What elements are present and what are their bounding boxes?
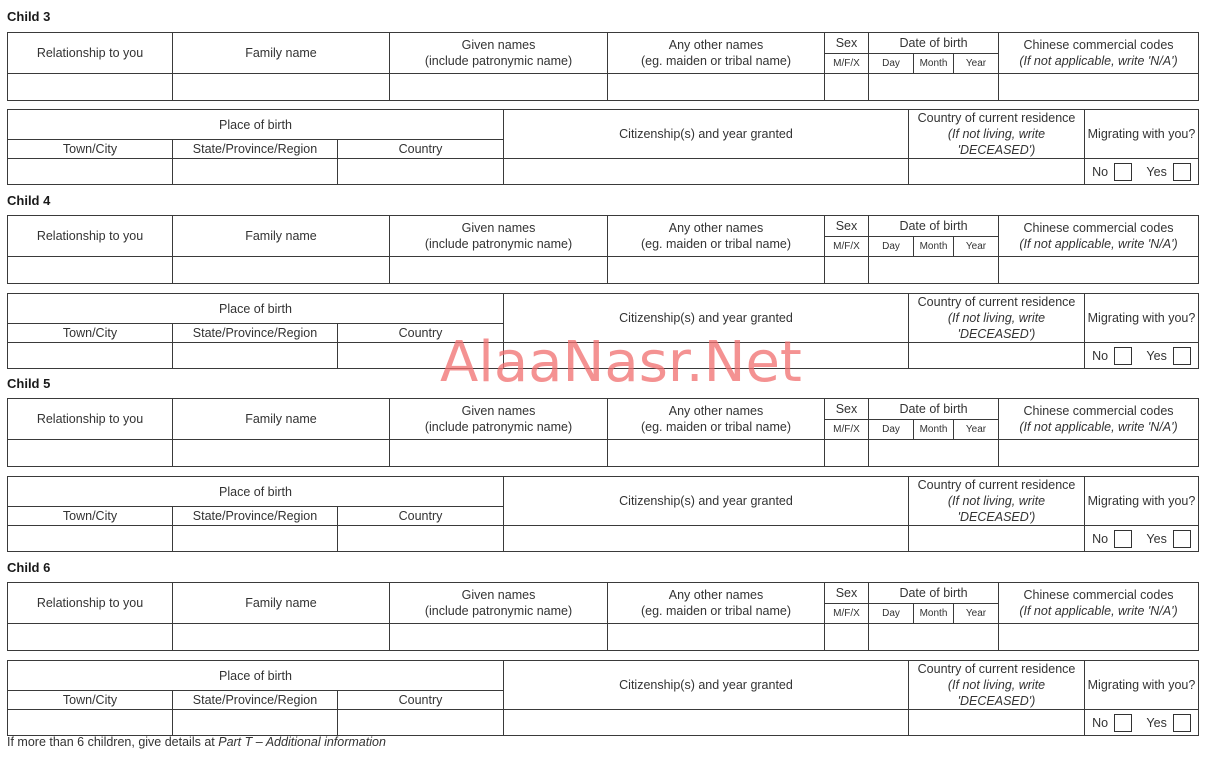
dob-input[interactable] [869,257,999,284]
migrating-header: Migrating with you? [1085,661,1199,710]
other-names-label: Any other names [668,38,764,52]
given-names-header [390,399,608,440]
ccc-header [999,33,1199,74]
relationship-header: Relationship to you [8,399,173,440]
given-names-header [390,216,608,257]
ccc-input[interactable] [999,440,1199,467]
other-names-sublabel: (eg. maiden or tribal name) [640,420,792,434]
country-header: Country [338,507,504,526]
given-names-input[interactable] [390,624,608,651]
place-of-birth-header: Place of birth [8,477,504,507]
dob-input[interactable] [869,624,999,651]
migrating-yes-checkbox[interactable] [1173,530,1191,548]
citizenship-input[interactable] [504,710,909,736]
citizenship-header: Citizenship(s) and year granted [504,294,909,343]
dob-month-header: Month [914,604,954,624]
dob-year-header: Year [954,420,999,440]
sex-subheader: M/F/X [825,54,869,74]
country-header: Country [338,324,504,343]
ccc-input[interactable] [999,257,1199,284]
child-3-heading: Child 3 [7,9,51,24]
place-of-birth-header: Place of birth [8,110,504,140]
given-names-header [390,583,608,624]
no-label: No [1092,348,1109,363]
state-region-input[interactable] [173,710,338,736]
given-names-input[interactable] [390,74,608,101]
migrating-no-checkbox[interactable] [1114,347,1132,365]
given-names-sublabel: (include patronymic name) [424,237,573,251]
ccc-sublabel: (If not applicable, write 'N/A') [1019,237,1178,251]
town-city-header: Town/City [8,140,173,159]
relationship-input[interactable] [8,624,173,651]
child-5-birth-table [7,476,1199,552]
state-region-input[interactable] [173,343,338,369]
town-city-input[interactable] [8,710,173,736]
state-region-header: State/Province/Region [173,691,338,710]
citizenship-input[interactable] [504,343,909,369]
ccc-label: Chinese commercial codes [1023,588,1174,602]
sex-subheader: M/F/X [825,237,869,257]
child-4-heading: Child 4 [7,193,51,208]
citizenship-input[interactable] [504,526,909,552]
place-of-birth-header: Place of birth [8,294,504,324]
migrating-options [1085,159,1199,185]
town-city-input[interactable] [8,343,173,369]
footer-note-reference: Part T – Additional information [218,735,386,749]
other-names-sublabel: (eg. maiden or tribal name) [640,237,792,251]
migrating-yes-checkbox[interactable] [1173,714,1191,732]
dob-day-header: Day [869,420,914,440]
other-names-input[interactable] [608,440,825,467]
sex-input[interactable] [825,74,869,101]
sex-input[interactable] [825,257,869,284]
family-name-header: Family name [173,583,390,624]
residence-sublabel: (If not living, write 'DECEASED') [947,311,1046,341]
given-names-sublabel: (include patronymic name) [424,420,573,434]
ccc-label: Chinese commercial codes [1023,221,1174,235]
no-label: No [1092,715,1109,730]
sex-header: Sex [825,33,869,54]
ccc-label: Chinese commercial codes [1023,404,1174,418]
given-names-header [390,33,608,74]
state-region-header: State/Province/Region [173,140,338,159]
ccc-sublabel: (If not applicable, write 'N/A') [1019,604,1178,618]
other-names-sublabel: (eg. maiden or tribal name) [640,54,792,68]
state-region-header: State/Province/Region [173,507,338,526]
dob-month-header: Month [914,54,954,74]
other-names-header [608,33,825,74]
migrating-yes-checkbox[interactable] [1173,163,1191,181]
town-city-header: Town/City [8,691,173,710]
residence-input[interactable] [909,343,1085,369]
given-names-label: Given names [461,404,536,418]
sex-subheader: M/F/X [825,604,869,624]
given-names-label: Given names [461,38,536,52]
residence-sublabel: (If not living, write 'DECEASED') [947,678,1046,708]
child-6-birth-table [7,660,1199,736]
residence-header [909,110,1085,159]
other-names-header [608,216,825,257]
citizenship-header: Citizenship(s) and year granted [504,477,909,526]
yes-label: Yes [1146,715,1167,730]
dob-year-header: Year [954,237,999,257]
migrating-yes-checkbox[interactable] [1173,347,1191,365]
relationship-header: Relationship to you [8,583,173,624]
ccc-label: Chinese commercial codes [1023,38,1174,52]
residence-sublabel: (If not living, write 'DECEASED') [947,127,1046,157]
dob-header: Date of birth [869,216,999,237]
sex-header: Sex [825,216,869,237]
residence-label: Country of current residence [917,662,1076,676]
other-names-label: Any other names [668,588,764,602]
relationship-header: Relationship to you [8,216,173,257]
residence-header [909,294,1085,343]
other-names-input[interactable] [608,257,825,284]
other-names-sublabel: (eg. maiden or tribal name) [640,604,792,618]
child-5-details-table [7,398,1199,467]
citizenship-input[interactable] [504,159,909,185]
sex-header: Sex [825,399,869,420]
dob-day-header: Day [869,237,914,257]
town-city-header: Town/City [8,324,173,343]
ccc-header [999,216,1199,257]
country-input[interactable] [338,343,504,369]
dob-month-header: Month [914,420,954,440]
other-names-label: Any other names [668,404,764,418]
residence-label: Country of current residence [917,111,1076,125]
town-city-input[interactable] [8,159,173,185]
given-names-label: Given names [461,221,536,235]
migrating-options [1085,343,1199,369]
residence-label: Country of current residence [917,478,1076,492]
ccc-input[interactable] [999,74,1199,101]
migrating-header: Migrating with you? [1085,110,1199,159]
dob-header: Date of birth [869,33,999,54]
residence-input[interactable] [909,526,1085,552]
family-name-input[interactable] [173,440,390,467]
sex-subheader: M/F/X [825,420,869,440]
sex-header: Sex [825,583,869,604]
sex-input[interactable] [825,624,869,651]
family-name-header: Family name [173,399,390,440]
child-4-details-table [7,215,1199,284]
footer-note-text: If more than 6 children, give details at [7,735,219,749]
other-names-header [608,583,825,624]
child-6-heading: Child 6 [7,560,51,575]
country-input[interactable] [338,159,504,185]
ccc-header [999,399,1199,440]
dob-header: Date of birth [869,583,999,604]
relationship-input[interactable] [8,74,173,101]
given-names-input[interactable] [390,440,608,467]
dob-input[interactable] [869,440,999,467]
dob-header: Date of birth [869,399,999,420]
child-6-details-table [7,582,1199,651]
migrating-options [1085,526,1199,552]
ccc-sublabel: (If not applicable, write 'N/A') [1019,420,1178,434]
country-input[interactable] [338,526,504,552]
state-region-header: State/Province/Region [173,324,338,343]
dob-input[interactable] [869,74,999,101]
no-label: No [1092,164,1109,179]
place-of-birth-header: Place of birth [8,661,504,691]
residence-input[interactable] [909,159,1085,185]
yes-label: Yes [1146,531,1167,546]
family-name-header: Family name [173,33,390,74]
residence-input[interactable] [909,710,1085,736]
ccc-sublabel: (If not applicable, write 'N/A') [1019,54,1178,68]
dob-day-header: Day [869,54,914,74]
migrating-no-checkbox[interactable] [1114,163,1132,181]
yes-label: Yes [1146,164,1167,179]
child-5-heading: Child 5 [7,376,51,391]
ccc-header [999,583,1199,624]
watermark: AlaaNasr.Net [440,330,802,395]
given-names-input[interactable] [390,257,608,284]
relationship-input[interactable] [8,257,173,284]
child-3-birth-table [7,109,1199,185]
footer-note [7,735,386,749]
citizenship-header: Citizenship(s) and year granted [504,110,909,159]
dob-year-header: Year [954,54,999,74]
country-input[interactable] [338,710,504,736]
town-city-input[interactable] [8,526,173,552]
migrating-header: Migrating with you? [1085,294,1199,343]
given-names-sublabel: (include patronymic name) [424,604,573,618]
dob-year-header: Year [954,604,999,624]
family-name-header: Family name [173,216,390,257]
given-names-label: Given names [461,588,536,602]
migrating-no-checkbox[interactable] [1114,714,1132,732]
state-region-input[interactable] [173,526,338,552]
other-names-header [608,399,825,440]
country-header: Country [338,691,504,710]
child-4-birth-table [7,293,1199,369]
citizenship-header: Citizenship(s) and year granted [504,661,909,710]
other-names-label: Any other names [668,221,764,235]
relationship-input[interactable] [8,440,173,467]
dob-day-header: Day [869,604,914,624]
other-names-input[interactable] [608,624,825,651]
ccc-input[interactable] [999,624,1199,651]
family-name-input[interactable] [173,257,390,284]
residence-header [909,661,1085,710]
sex-input[interactable] [825,440,869,467]
family-name-input[interactable] [173,624,390,651]
given-names-sublabel: (include patronymic name) [424,54,573,68]
migrating-options [1085,710,1199,736]
child-3-details-table [7,32,1199,101]
no-label: No [1092,531,1109,546]
relationship-header: Relationship to you [8,33,173,74]
other-names-input[interactable] [608,74,825,101]
residence-sublabel: (If not living, write 'DECEASED') [947,494,1046,524]
migrating-header: Migrating with you? [1085,477,1199,526]
residence-header [909,477,1085,526]
family-name-input[interactable] [173,74,390,101]
migrating-no-checkbox[interactable] [1114,530,1132,548]
town-city-header: Town/City [8,507,173,526]
country-header: Country [338,140,504,159]
state-region-input[interactable] [173,159,338,185]
dob-month-header: Month [914,237,954,257]
yes-label: Yes [1146,348,1167,363]
residence-label: Country of current residence [917,295,1076,309]
